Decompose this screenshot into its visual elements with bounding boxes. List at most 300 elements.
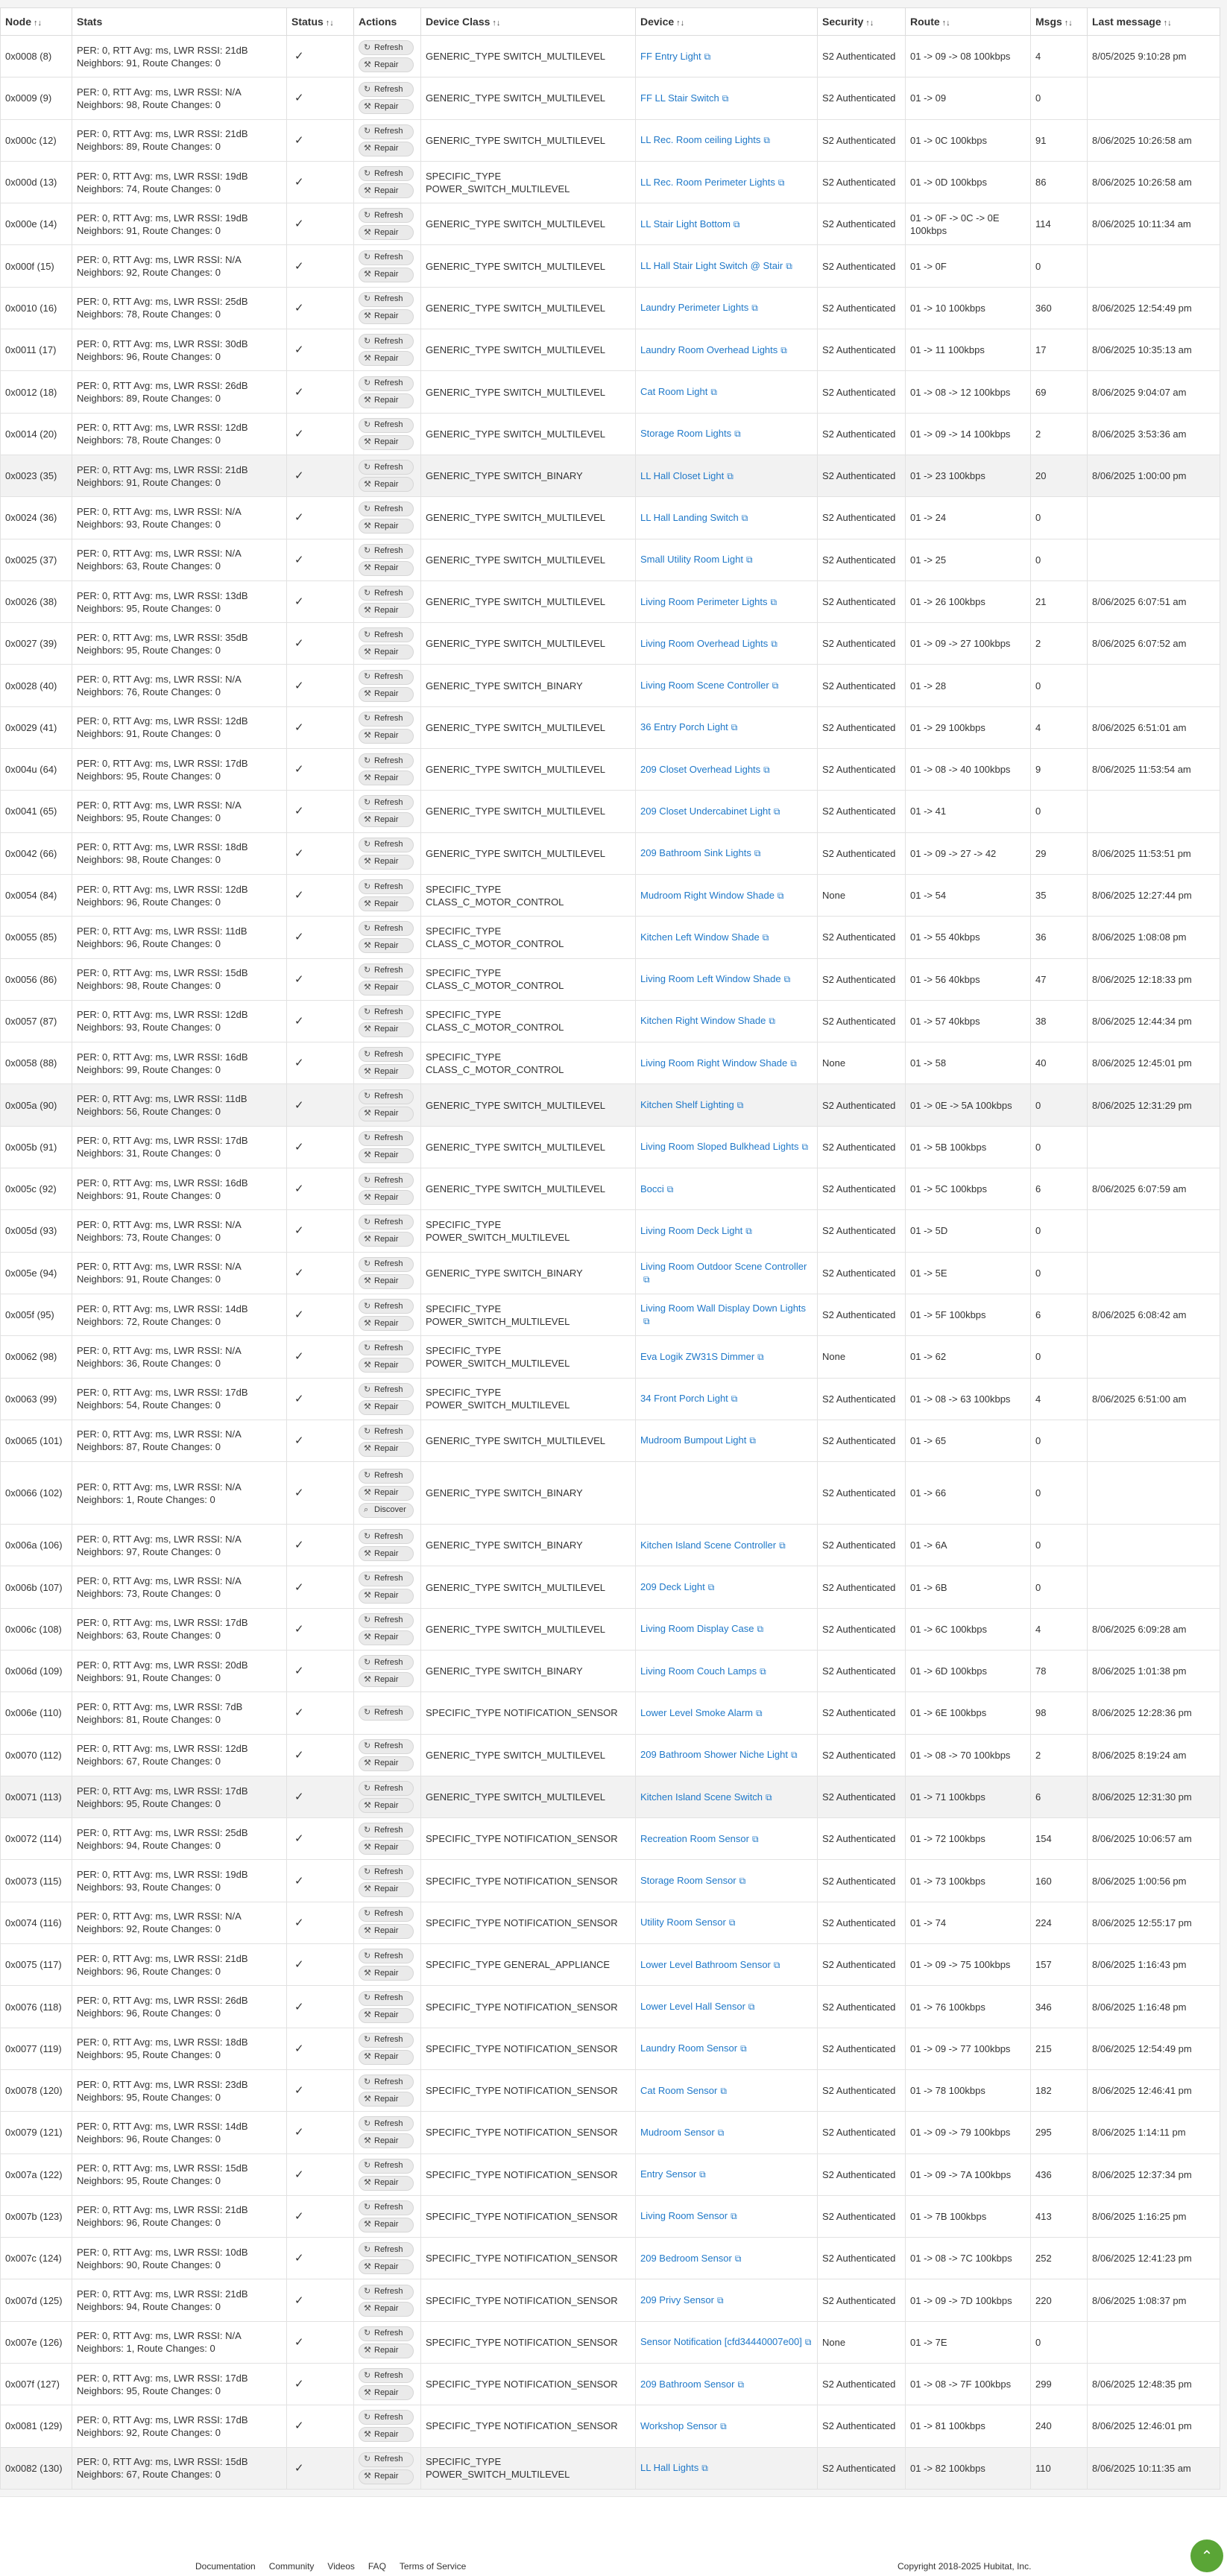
external-link-icon[interactable]: ⧉ <box>772 680 779 692</box>
column-header-node[interactable] <box>1 8 72 36</box>
refresh-button[interactable] <box>359 2285 414 2300</box>
device-link[interactable]: Living Room Sloped Bulkhead Lights <box>640 1141 799 1153</box>
external-link-icon[interactable]: ⧉ <box>745 1225 752 1236</box>
external-link-icon[interactable]: ⧉ <box>757 1624 764 1635</box>
sort-icon[interactable]: ↑↓ <box>492 19 501 28</box>
repair-button[interactable] <box>359 1400 414 1415</box>
repair-button[interactable] <box>359 1840 414 1855</box>
external-link-icon[interactable]: ⧉ <box>751 1833 759 1844</box>
footer-link-terms-of-service[interactable]: Terms of Service <box>399 2561 467 2572</box>
column-header-msgs[interactable] <box>1031 8 1088 36</box>
repair-button[interactable] <box>359 1190 414 1205</box>
external-link-icon[interactable]: ⧉ <box>741 512 748 523</box>
refresh-button[interactable] <box>359 1173 414 1188</box>
device-link[interactable]: Storage Room Sensor <box>640 1875 736 1887</box>
refresh-button-label: Refresh <box>374 756 403 765</box>
status-cell <box>287 1650 354 1692</box>
repair-button[interactable] <box>359 561 414 576</box>
refresh-button[interactable] <box>359 1047 414 1062</box>
refresh-button[interactable] <box>359 1005 414 1020</box>
device-link[interactable]: Lower Level Bathroom Sensor <box>640 1958 771 1970</box>
device-link[interactable]: Living Room Couch Lamps <box>640 1665 757 1677</box>
repair-button[interactable] <box>359 981 414 996</box>
refresh-button[interactable] <box>359 82 414 97</box>
refresh-button[interactable] <box>359 544 414 559</box>
refresh-icon: ↻ <box>364 1385 371 1395</box>
device-link[interactable]: Recreation Room Sensor <box>640 1832 749 1844</box>
refresh-button[interactable] <box>359 879 414 894</box>
repair-button-label: Repair <box>374 1926 399 1936</box>
refresh-button[interactable] <box>359 1655 414 1670</box>
status-cell <box>287 623 354 665</box>
device-link[interactable]: LL Rec. Room Perimeter Lights <box>640 176 775 188</box>
device-cell <box>636 371 818 413</box>
device-link[interactable]: Living Room Outdoor Scene Controller <box>640 1260 807 1272</box>
device-link[interactable]: Mudroom Sensor <box>640 2126 715 2138</box>
external-link-icon[interactable]: ⧉ <box>756 1707 763 1718</box>
stats-line-1: PER: 0, RTT Avg: ms, LWR RSSI: 21dB <box>77 128 248 140</box>
device-link[interactable]: 209 Deck Light <box>640 1581 705 1593</box>
repair-button[interactable] <box>359 603 414 618</box>
repair-button[interactable] <box>359 477 414 492</box>
device-link[interactable]: Lower Level Smoke Alarm <box>640 1706 754 1718</box>
external-link-icon[interactable]: ⧉ <box>740 2043 747 2054</box>
external-link-icon[interactable]: ⧉ <box>734 428 741 440</box>
repair-button[interactable] <box>359 1442 414 1457</box>
external-link-icon[interactable]: ⧉ <box>731 722 738 733</box>
repair-button[interactable] <box>359 1148 414 1163</box>
sort-icon[interactable]: ↑↓ <box>865 19 874 28</box>
refresh-button[interactable] <box>359 501 414 516</box>
repair-button[interactable] <box>359 1756 414 1771</box>
actions-group <box>359 2368 416 2400</box>
actions-group <box>359 1173 416 1205</box>
external-link-icon[interactable]: ⧉ <box>777 177 785 188</box>
repair-button[interactable] <box>359 1630 414 1645</box>
external-link-icon[interactable]: ⧉ <box>722 92 729 104</box>
repair-button[interactable] <box>359 1316 414 1331</box>
device-link[interactable]: Storage Room Lights <box>640 428 732 440</box>
column-header-label: Stats <box>77 16 103 28</box>
refresh-button[interactable] <box>359 1572 414 1586</box>
refresh-button[interactable] <box>359 1613 414 1628</box>
external-link-icon[interactable]: ⧉ <box>717 2127 725 2138</box>
repair-button[interactable] <box>359 393 414 408</box>
last-message-cell: 8/06/2025 3:53:36 am <box>1088 413 1220 455</box>
repair-button[interactable] <box>359 183 414 198</box>
device-link[interactable]: LL Stair Light Bottom <box>640 218 731 230</box>
external-link-icon[interactable]: ⧉ <box>804 2337 812 2348</box>
external-link-icon[interactable]: ⧉ <box>773 806 780 817</box>
refresh-button[interactable] <box>359 1089 414 1104</box>
repair-button[interactable] <box>359 2218 414 2232</box>
table-row <box>1 2153 1220 2195</box>
stats-line-1: PER: 0, RTT Avg: ms, LWR RSSI: 20dB <box>77 1659 248 1671</box>
external-link-icon[interactable]: ⧉ <box>763 764 770 775</box>
repair-icon: ⚒ <box>364 353 371 363</box>
refresh-button[interactable] <box>359 1299 414 1314</box>
scroll-to-top-button[interactable] <box>1190 2539 1223 2572</box>
repair-button[interactable] <box>359 2385 414 2400</box>
refresh-button[interactable] <box>359 2410 414 2425</box>
device-link[interactable]: Living Room Left Window Shade <box>640 973 781 985</box>
repair-button[interactable] <box>359 1589 414 1604</box>
repair-button[interactable] <box>359 2050 414 2065</box>
refresh-button[interactable] <box>359 1383 414 1398</box>
external-link-icon[interactable]: ⧉ <box>736 1100 744 1111</box>
refresh-button[interactable] <box>359 963 414 978</box>
refresh-button[interactable] <box>359 334 414 349</box>
external-link-icon[interactable]: ⧉ <box>786 261 792 272</box>
stats-cell <box>72 1692 287 1734</box>
external-link-icon[interactable]: ⧉ <box>801 1142 809 1153</box>
external-link-icon[interactable]: ⧉ <box>701 2463 708 2474</box>
refresh-icon: ↻ <box>364 1259 371 1269</box>
table-row <box>1 2195 1220 2237</box>
footer-link-videos[interactable]: Videos <box>327 2561 355 2572</box>
device-link[interactable]: 209 Bathroom Sensor <box>640 2378 735 2390</box>
refresh-button[interactable] <box>359 1949 414 1963</box>
device-link[interactable]: Living Room Display Case <box>640 1623 754 1635</box>
external-link-icon[interactable]: ⧉ <box>717 2295 724 2306</box>
refresh-button[interactable] <box>359 208 414 223</box>
device-link[interactable]: LL Hall Lights <box>640 2462 699 2474</box>
refresh-button[interactable] <box>359 1706 414 1721</box>
repair-button[interactable] <box>359 1966 414 1981</box>
node-id-cell: 0x0078 (120) <box>1 2069 72 2111</box>
external-link-icon[interactable]: ⧉ <box>731 1393 738 1405</box>
refresh-button[interactable] <box>359 1341 414 1355</box>
device-link[interactable]: 209 Privy Sensor <box>640 2294 714 2306</box>
device-link[interactable]: Kitchen Shelf Lighting <box>640 1099 734 1111</box>
refresh-button[interactable] <box>359 1907 414 1922</box>
table-row <box>1 371 1220 413</box>
refresh-button[interactable] <box>359 2159 414 2174</box>
footer-link-documentation[interactable]: Documentation <box>195 2561 256 2572</box>
column-header-route[interactable] <box>906 8 1031 36</box>
refresh-button[interactable] <box>359 2368 414 2383</box>
device-link[interactable]: LL Rec. Room ceiling Lights <box>640 134 761 146</box>
device-link[interactable]: LL Hall Landing Switch <box>640 511 739 523</box>
repair-button[interactable] <box>359 435 414 450</box>
device-link[interactable]: Utility Room Sensor <box>640 1917 726 1928</box>
external-link-icon[interactable]: ⧉ <box>773 1959 780 1970</box>
device-link[interactable]: 209 Bedroom Sensor <box>640 2252 732 2264</box>
refresh-button[interactable] <box>359 921 414 936</box>
refresh-button[interactable] <box>359 1529 414 1544</box>
repair-button[interactable] <box>359 2344 414 2358</box>
msgs-cell: 0 <box>1031 1210 1088 1252</box>
external-link-icon[interactable]: ⧉ <box>779 1539 786 1551</box>
external-link-icon[interactable]: ⧉ <box>704 51 711 62</box>
device-cell <box>636 1210 818 1252</box>
external-link-icon[interactable]: ⧉ <box>748 2001 755 2012</box>
refresh-button[interactable] <box>359 1425 414 1440</box>
external-link-icon[interactable]: ⧉ <box>731 2211 737 2222</box>
device-link[interactable]: Cat Room Sensor <box>640 2084 718 2096</box>
sort-icon[interactable]: ↑↓ <box>941 19 950 28</box>
device-link[interactable]: Lower Level Hall Sensor <box>640 2001 745 2012</box>
external-link-icon[interactable]: ⧉ <box>757 1351 764 1362</box>
device-link[interactable]: Living Room Scene Controller <box>640 680 769 692</box>
refresh-button[interactable] <box>359 627 414 642</box>
column-header-security[interactable] <box>818 8 906 36</box>
external-link-icon[interactable]: ⧉ <box>699 2169 706 2180</box>
actions-cell <box>354 245 421 287</box>
external-link-icon[interactable]: ⧉ <box>770 596 777 607</box>
device-link[interactable]: 209 Bathroom Sink Lights <box>640 847 751 859</box>
repair-button[interactable] <box>359 309 414 324</box>
repair-button[interactable] <box>359 2259 414 2274</box>
refresh-button[interactable] <box>359 2326 414 2341</box>
device-link[interactable]: Entry Sensor <box>640 2168 697 2180</box>
device-link[interactable]: LL Hall Stair Light Switch @ Stair <box>640 260 783 272</box>
stats-line-2: Neighbors: 97, Route Changes: 0 <box>77 1545 221 1557</box>
refresh-button[interactable] <box>359 670 414 685</box>
repair-button[interactable] <box>359 2469 414 2484</box>
repair-button[interactable] <box>359 2302 414 2317</box>
repair-button-label: Repair <box>374 857 399 867</box>
external-link-icon[interactable]: ⧉ <box>791 1750 798 1761</box>
node-id-cell: 0x0014 (20) <box>1 413 72 455</box>
external-link-icon[interactable]: ⧉ <box>728 1917 736 1928</box>
device-link[interactable]: Small Utility Room Light <box>640 554 743 566</box>
security-cell: S2 Authenticated <box>818 2238 906 2279</box>
refresh-button[interactable] <box>359 1739 414 1754</box>
device-link[interactable]: Laundry Room Sensor <box>640 2042 738 2054</box>
device-link[interactable]: Kitchen Right Window Shade <box>640 1015 766 1027</box>
refresh-button[interactable] <box>359 460 414 475</box>
external-link-icon[interactable]: ⧉ <box>737 2379 745 2390</box>
refresh-button[interactable] <box>359 753 414 768</box>
refresh-icon: ↻ <box>364 2370 371 2380</box>
external-link-icon[interactable]: ⧉ <box>734 2253 742 2264</box>
device-link[interactable]: 209 Bathroom Shower Niche Light <box>640 1749 789 1761</box>
status-cell <box>287 749 354 791</box>
device-link[interactable]: Living Room Deck Light <box>640 1224 743 1236</box>
refresh-button[interactable] <box>359 795 414 810</box>
refresh-button[interactable] <box>359 292 414 307</box>
device-link[interactable]: Workshop Sensor <box>640 2420 718 2431</box>
column-header-last-message[interactable] <box>1088 8 1220 36</box>
last-message-cell: 8/06/2025 12:18:33 pm <box>1088 958 1220 1000</box>
repair-button[interactable] <box>359 2133 414 2148</box>
repair-button[interactable] <box>359 1232 414 1247</box>
repair-button[interactable] <box>359 1672 414 1687</box>
external-link-icon[interactable]: ⧉ <box>707 1582 715 1593</box>
repair-button[interactable] <box>359 645 414 659</box>
repair-button[interactable] <box>359 225 414 240</box>
external-link-icon[interactable]: ⧉ <box>763 135 770 146</box>
refresh-button[interactable] <box>359 2033 414 2048</box>
repair-button[interactable] <box>359 812 414 827</box>
repair-button[interactable] <box>359 2176 414 2191</box>
stats-cell <box>72 1294 287 1335</box>
device-link[interactable]: FF Entry Light <box>640 50 701 62</box>
repair-button[interactable] <box>359 1882 414 1897</box>
external-link-icon[interactable]: ⧉ <box>751 303 758 314</box>
device-link[interactable]: Living Room Sensor <box>640 2210 728 2222</box>
repair-icon: ⚒ <box>364 2262 371 2271</box>
refresh-button[interactable] <box>359 1257 414 1272</box>
device-class-cell: SPECIFIC_TYPE NOTIFICATION_SENSOR <box>421 2364 636 2405</box>
refresh-button[interactable] <box>359 1469 414 1484</box>
refresh-button[interactable] <box>359 1131 414 1146</box>
repair-button[interactable] <box>359 2008 414 2023</box>
repair-button[interactable] <box>359 2092 414 2107</box>
repair-button[interactable] <box>359 519 414 534</box>
external-link-icon[interactable]: ⧉ <box>771 638 777 649</box>
refresh-icon: ↻ <box>364 168 371 178</box>
refresh-button[interactable] <box>359 376 414 391</box>
device-link[interactable]: Kitchen Island Scene Switch <box>640 1791 763 1803</box>
repair-button[interactable] <box>359 1546 414 1561</box>
column-header-status[interactable] <box>287 8 354 36</box>
refresh-button[interactable] <box>359 1781 414 1796</box>
repair-button[interactable] <box>359 57 414 72</box>
device-link[interactable]: Kitchen Island Scene Controller <box>640 1539 777 1551</box>
stats-line-2: Neighbors: 73, Route Changes: 0 <box>77 1588 221 1600</box>
discover-button[interactable] <box>359 1503 414 1518</box>
external-link-icon[interactable]: ⧉ <box>783 974 791 985</box>
external-link-icon[interactable]: ⧉ <box>727 470 734 481</box>
device-link[interactable]: Cat Room Light <box>640 386 708 398</box>
device-link[interactable]: FF LL Stair Switch <box>640 92 719 104</box>
external-link-icon[interactable]: ⧉ <box>790 1057 797 1069</box>
repair-button[interactable] <box>359 1924 414 1939</box>
repair-button-label: Repair <box>374 1192 399 1202</box>
column-header-device-class[interactable] <box>421 8 636 36</box>
sort-icon[interactable]: ↑↓ <box>676 19 685 28</box>
refresh-button[interactable] <box>359 2075 414 2089</box>
refresh-button[interactable] <box>359 2116 414 2131</box>
device-link[interactable]: Laundry Perimeter Lights <box>640 302 749 314</box>
repair-button[interactable] <box>359 1798 414 1813</box>
repair-button[interactable] <box>359 729 414 744</box>
device-link[interactable]: 34 Front Porch Light <box>640 1393 728 1405</box>
refresh-button[interactable] <box>359 2200 414 2215</box>
refresh-button[interactable] <box>359 2242 414 2257</box>
device-link[interactable]: Sensor Notification [cfd34440007e00] <box>640 2336 802 2348</box>
refresh-button[interactable] <box>359 418 414 433</box>
footer-link-community[interactable]: Community <box>268 2561 315 2572</box>
actions-group <box>359 586 416 618</box>
repair-button[interactable] <box>359 351 414 366</box>
repair-button[interactable] <box>359 1358 414 1373</box>
refresh-button-label: Refresh <box>374 42 403 52</box>
refresh-button[interactable] <box>359 1991 414 2006</box>
security-cell: S2 Authenticated <box>818 665 906 706</box>
refresh-button[interactable] <box>359 166 414 181</box>
repair-button[interactable] <box>359 2427 414 2442</box>
status-cell <box>287 77 354 119</box>
external-link-icon[interactable]: ⧉ <box>643 1273 650 1285</box>
device-link[interactable]: Mudroom Right Window Shade <box>640 889 775 901</box>
external-link-icon[interactable]: ⧉ <box>710 387 717 398</box>
footer-links <box>195 2561 466 2572</box>
refresh-button[interactable] <box>359 586 414 601</box>
footer-link-faq[interactable]: FAQ <box>368 2561 386 2572</box>
device-link[interactable]: Bocci <box>640 1183 664 1194</box>
external-link-icon[interactable]: ⧉ <box>643 1316 650 1327</box>
repair-button[interactable] <box>359 1274 414 1289</box>
external-link-icon[interactable]: ⧉ <box>762 931 769 943</box>
external-link-icon[interactable]: ⧉ <box>739 1876 746 1887</box>
sort-icon[interactable]: ↑↓ <box>325 19 334 28</box>
refresh-button[interactable] <box>359 2452 414 2467</box>
device-link[interactable]: LL Hall Closet Light <box>640 469 725 481</box>
repair-button[interactable] <box>359 1107 414 1121</box>
repair-button[interactable] <box>359 1064 414 1079</box>
device-class-cell: GENERIC_TYPE SWITCH_MULTILEVEL <box>421 791 636 832</box>
refresh-button[interactable] <box>359 124 414 139</box>
last-message-cell: 8/06/2025 12:45:01 pm <box>1088 1042 1220 1084</box>
sort-icon[interactable]: ↑↓ <box>1064 19 1073 28</box>
refresh-button-label: Refresh <box>374 2203 403 2212</box>
device-link[interactable]: Eva Logik ZW31S Dimmer <box>640 1350 755 1362</box>
device-link[interactable]: Living Room Wall Display Down Lights <box>640 1303 807 1314</box>
external-link-icon[interactable]: ⧉ <box>720 2420 727 2431</box>
repair-button[interactable] <box>359 938 414 953</box>
stats-cell <box>72 2364 287 2405</box>
external-link-icon[interactable]: ⧉ <box>760 1665 766 1677</box>
refresh-button[interactable] <box>359 250 414 265</box>
repair-button[interactable] <box>359 770 414 785</box>
external-link-icon[interactable]: ⧉ <box>666 1183 674 1194</box>
refresh-button[interactable] <box>359 838 414 852</box>
repair-button[interactable] <box>359 99 414 114</box>
device-link[interactable]: 36 Entry Porch Light <box>640 721 728 733</box>
refresh-button[interactable] <box>359 1823 414 1838</box>
external-link-icon[interactable]: ⧉ <box>746 554 753 566</box>
device-link[interactable]: 209 Closet Undercabinet Light <box>640 805 771 817</box>
repair-button[interactable] <box>359 268 414 282</box>
repair-button[interactable] <box>359 896 414 911</box>
external-link-icon[interactable]: ⧉ <box>780 344 787 355</box>
sort-icon[interactable]: ↑↓ <box>34 19 42 28</box>
refresh-button[interactable] <box>359 40 414 55</box>
device-link[interactable]: Living Room Overhead Lights <box>640 637 769 649</box>
actions-cell <box>354 161 421 203</box>
repair-button[interactable] <box>359 142 414 156</box>
device-cell <box>636 329 818 371</box>
external-link-icon[interactable]: ⧉ <box>754 848 761 859</box>
external-link-icon[interactable]: ⧉ <box>766 1791 772 1803</box>
external-link-icon[interactable]: ⧉ <box>769 1016 775 1027</box>
refresh-button[interactable] <box>359 1215 414 1230</box>
device-link[interactable]: Laundry Room Overhead Lights <box>640 344 778 355</box>
repair-button[interactable] <box>359 1022 414 1037</box>
external-link-icon[interactable]: ⧉ <box>733 218 740 230</box>
refresh-button[interactable] <box>359 1865 414 1880</box>
device-link[interactable]: Living Room Perimeter Lights <box>640 595 768 607</box>
device-link[interactable]: 209 Closet Overhead Lights <box>640 763 761 775</box>
device-link[interactable]: Kitchen Left Window Shade <box>640 931 760 943</box>
repair-button[interactable] <box>359 687 414 702</box>
repair-button[interactable] <box>359 1486 414 1501</box>
repair-button[interactable] <box>359 855 414 870</box>
column-header-device[interactable] <box>636 8 818 36</box>
external-link-icon[interactable]: ⧉ <box>720 2085 727 2096</box>
stats-cell <box>72 1650 287 1692</box>
external-link-icon[interactable]: ⧉ <box>749 1435 756 1446</box>
refresh-button[interactable] <box>359 712 414 727</box>
device-link[interactable]: Living Room Right Window Shade <box>640 1057 788 1069</box>
external-link-icon[interactable]: ⧉ <box>777 890 784 901</box>
sort-icon[interactable]: ↑↓ <box>1163 19 1172 28</box>
device-link[interactable]: Mudroom Bumpout Light <box>640 1434 747 1446</box>
refresh-button-label: Refresh <box>374 2370 403 2380</box>
